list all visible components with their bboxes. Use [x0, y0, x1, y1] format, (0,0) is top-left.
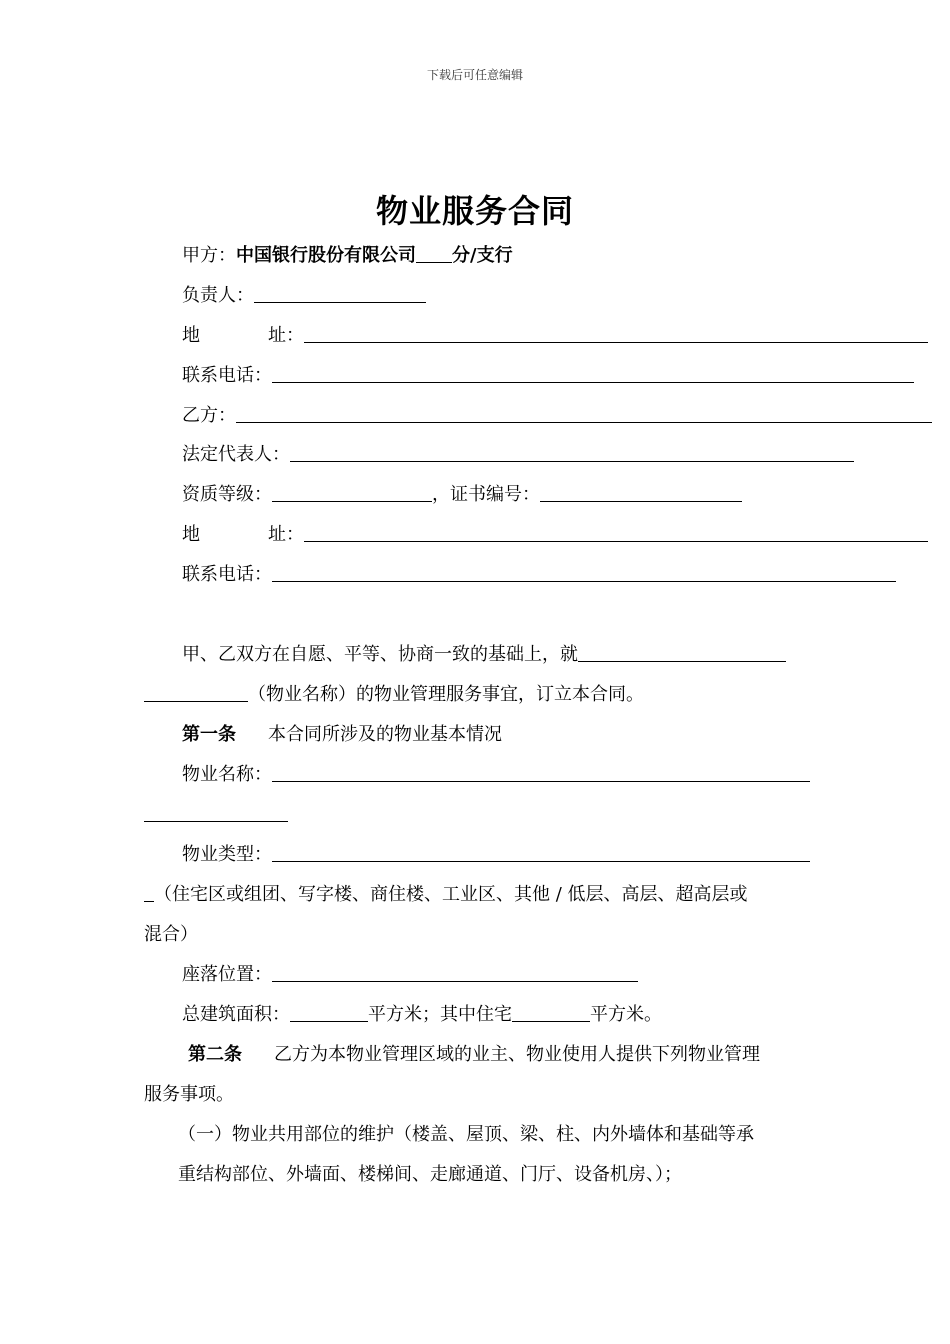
property-name-continue — [144, 800, 288, 830]
address-label-right: 址： — [268, 325, 304, 346]
legal-rep-label: 法定代表人： — [182, 444, 290, 465]
intro-line-1 — [182, 640, 786, 670]
article-1-heading-line — [182, 720, 502, 750]
item-1-text-2: 重结构部位、外墙面、楼梯间、走廊通道、门厅、设备机房、）； — [178, 1164, 682, 1185]
party-b-label: 乙方： — [182, 405, 236, 426]
legal-rep-line — [182, 440, 854, 470]
intro-line-2 — [144, 680, 644, 710]
property-type-blank[interactable] — [272, 841, 810, 862]
responsible-label: 负责人： — [182, 285, 254, 306]
qualification-blank[interactable] — [272, 481, 432, 502]
responsible-line — [182, 281, 426, 311]
address-label-left: 地 — [182, 325, 200, 346]
location-label: 座落位置： — [182, 964, 272, 985]
party-a-address-blank[interactable] — [304, 322, 928, 343]
property-name-blank-2[interactable] — [144, 681, 248, 702]
contract-title: 物业服务合同 — [375, 192, 574, 230]
party-a-phone-line — [182, 361, 914, 391]
party-b-phone-line — [182, 560, 896, 590]
item-1-line-2 — [178, 1160, 682, 1190]
article-2-heading: 第二条 — [188, 1044, 242, 1065]
property-type-hint-line-1 — [144, 880, 748, 910]
property-name-label: 物业名称： — [182, 764, 272, 785]
property-name-blank-cont[interactable] — [144, 801, 288, 822]
party-a-name: 中国银行股份有限公司 — [236, 245, 416, 266]
qualification-line — [182, 480, 742, 510]
property-type-hint-1: （住宅区或组团、写字楼、商住楼、工业区、其他 / 低层、高层、超高层或 — [154, 884, 748, 905]
address-label-right: 址： — [268, 524, 304, 545]
location-blank[interactable] — [272, 961, 638, 982]
article-1-text: 本合同所涉及的物业基本情况 — [268, 724, 502, 745]
location-line — [182, 960, 638, 990]
branch-name-blank[interactable] — [416, 242, 452, 263]
party-b-line — [182, 401, 932, 431]
article-2-text-2: 服务事项。 — [144, 1084, 234, 1105]
party-a-label: 甲方： — [182, 245, 236, 266]
area-line — [182, 1000, 662, 1030]
address-label-left: 地 — [182, 524, 200, 545]
area-label: 总建筑面积： — [182, 1004, 290, 1025]
property-type-hint-2: 混合） — [144, 924, 198, 945]
party-a-address-line — [182, 321, 928, 351]
property-type-line — [182, 840, 810, 870]
area-unit-2: 平方米。 — [590, 1004, 662, 1025]
total-area-blank[interactable] — [290, 1001, 368, 1022]
area-unit-1: 平方米；其中住宅 — [368, 1004, 512, 1025]
party-b-blank[interactable] — [236, 402, 932, 423]
property-name-line — [182, 760, 810, 790]
phone-label: 联系电话： — [182, 564, 272, 585]
phone-label: 联系电话： — [182, 365, 272, 386]
party-b-address-blank[interactable] — [304, 521, 928, 542]
legal-rep-blank[interactable] — [290, 441, 854, 462]
article-2-line-2 — [144, 1080, 234, 1110]
property-type-hint-line-2 — [144, 920, 198, 950]
qualification-label: 资质等级： — [182, 484, 272, 505]
party-a-phone-blank[interactable] — [272, 362, 914, 383]
party-b-address-line — [182, 520, 928, 550]
cert-label: ，证书编号： — [432, 484, 540, 505]
property-name-blank-1[interactable] — [578, 641, 786, 662]
cert-number-blank[interactable] — [540, 481, 742, 502]
page-header: 下载后可任意编辑 — [426, 68, 523, 82]
intro-text-1: 甲、乙双方在自愿、平等、协商一致的基础上，就 — [182, 644, 578, 665]
intro-text-2: （物业名称）的物业管理服务事宜，订立本合同。 — [248, 684, 644, 705]
property-type-blank-cont[interactable] — [144, 881, 154, 902]
residential-area-blank[interactable] — [512, 1001, 590, 1022]
party-b-phone-blank[interactable] — [272, 561, 896, 582]
item-1-text-1: （一）物业共用部位的维护（楼盖、屋顶、梁、柱、内外墙体和基础等承 — [178, 1124, 754, 1145]
responsible-blank[interactable] — [254, 282, 426, 303]
article-1-heading: 第一条 — [182, 724, 236, 745]
article-2-line-1 — [188, 1040, 760, 1070]
article-2-text-1: 乙方为本物业管理区域的业主、物业使用人提供下列物业管理 — [274, 1044, 760, 1065]
item-1-line-1 — [178, 1120, 754, 1150]
party-a-line — [182, 241, 513, 271]
property-name-blank[interactable] — [272, 761, 810, 782]
party-a-suffix: 分/支行 — [452, 245, 513, 266]
property-type-label: 物业类型： — [182, 844, 272, 865]
